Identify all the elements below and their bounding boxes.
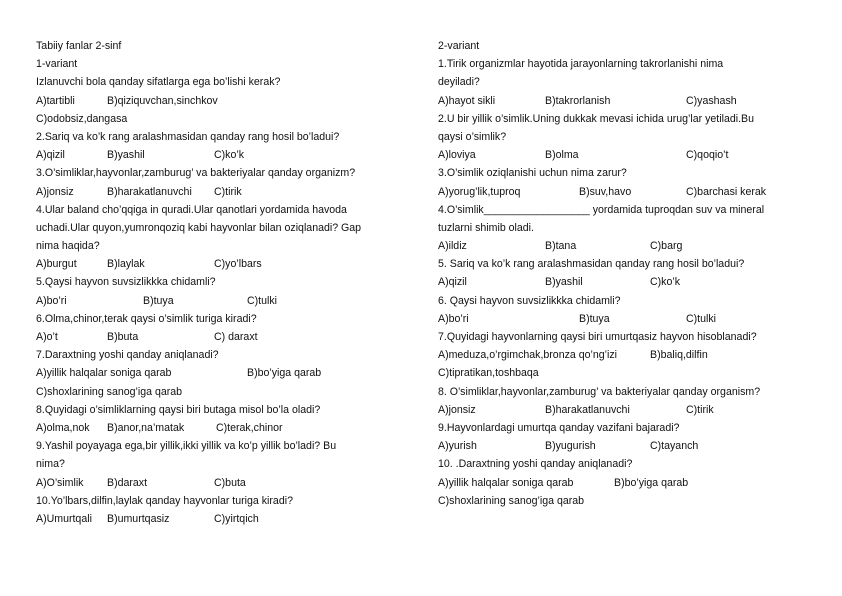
question-line: Izlanuvchi bola qanday sifatlarga ega bo’lishi kerak? xyxy=(36,76,281,89)
answer-option-c: C) daraxt xyxy=(214,331,258,343)
answer-option-a: A)ildiz xyxy=(438,240,467,253)
answer-option-a: A)qizil xyxy=(438,276,467,289)
answer-option-a: A)O’simlik xyxy=(36,476,84,489)
answer-option-c: C)ko’k xyxy=(214,149,245,162)
answer-option-b: B)olma xyxy=(545,149,579,162)
answer-option-a: A)hayot sikli xyxy=(438,94,496,107)
answer-option-c: C)yashash xyxy=(686,94,737,107)
question-line: 8. O’simliklar,hayvonlar,zamburug’ va bakteriyalar qanday organism? xyxy=(438,385,761,398)
answer-option-c: C)tirik xyxy=(686,403,714,416)
question-line: 7.Quyidagi hayvonlarning qaysi biri umurtqasiz hayvon hisoblanadi? xyxy=(438,331,757,343)
answer-option-a: A)yorug’lik,tuproq xyxy=(438,185,521,198)
question-line: tuzlarni shimib oladi. xyxy=(438,221,534,234)
right-question-list xyxy=(438,55,818,510)
question-line: 4.O’simlik__________________ yordamida tuproqdan suv va mineral xyxy=(438,203,765,216)
answer-option-b: B)yugurish xyxy=(545,440,596,453)
answer-options-row xyxy=(438,183,818,201)
answer-option-c: C)yirtqich xyxy=(214,512,259,525)
answer-option-a: A)burgut xyxy=(36,258,77,271)
question-line: 3.O’simliklar,hayvonlar,zamburug’ va bakteriyalar qanday organizm? xyxy=(36,167,356,180)
answer-options-row xyxy=(36,510,416,528)
answer-options-row xyxy=(438,310,818,328)
answer-option-a: A)bo’ri xyxy=(438,312,469,325)
answer-option-c: C)terak,chinor xyxy=(216,421,283,434)
question-line: deyiladi? xyxy=(438,76,480,89)
answer-option-b: B)umurtqasiz xyxy=(107,512,170,525)
question-line: 9.Yashil poyayaga ega,bir yillik,ikki yillik va ko’p yillik bo’ladi? Bu xyxy=(36,440,337,453)
answer-option-a: A)jonsiz xyxy=(438,403,476,416)
question-line: 4.Ular baland cho’qqiga in quradi.Ular qanotlari yordamida havoda xyxy=(36,203,347,216)
answer-options-row xyxy=(438,401,818,419)
answer-option-c: C)barg xyxy=(650,240,683,253)
answer-options-row xyxy=(36,364,416,382)
answer-option-b: B)tana xyxy=(545,240,577,253)
question-line: qaysi o’simlik? xyxy=(438,130,507,143)
question-line: 10. .Daraxtning yoshi qanday aniqlanadi? xyxy=(438,458,633,471)
question-line: 6.Olma,chinor,terak qaysi o’simlik turiga kiradi? xyxy=(36,312,257,325)
answer-option-a: A)loviya xyxy=(438,149,476,162)
answer-option-a: A)tartibli xyxy=(36,94,75,107)
answer-option-c: C)qoqio’t xyxy=(686,149,729,162)
answer-option-a: A)jonsiz xyxy=(36,185,74,198)
question-line: C)odobsiz,dangasa xyxy=(36,112,128,125)
answer-options-row xyxy=(36,474,416,492)
answer-option-b: B)yashil xyxy=(107,149,145,162)
answer-option-c: C)tulki xyxy=(686,312,717,325)
answer-option-b: B)harakatlanuvchi xyxy=(545,403,630,416)
answer-option-c: C)tayanch xyxy=(650,440,699,453)
answer-option-c: C)barchasi kerak xyxy=(686,185,767,198)
answer-option-b: B)anor,na’matak xyxy=(107,421,185,434)
question-line: 5. Sariq va ko’k rang aralashmasidan qanday rang hosil bo’ladui? xyxy=(438,258,745,271)
question-line: 2.Sariq va ko’k rang aralashmasidan qanday rang hosil bo’ladui? xyxy=(36,130,340,143)
answer-option-a: A)o’t xyxy=(36,331,58,343)
answer-option-c: C)buta xyxy=(214,476,246,489)
question-line: 10.Yo’lbars,dilfin,laylak qanday hayvonlar turiga kiradi? xyxy=(36,494,293,507)
question-line: 1.Tirik organizmlar hayotida jarayonlarning takrorlanishi nima xyxy=(438,58,724,71)
answer-option-b: B)tuya xyxy=(579,312,610,325)
answer-option-b: B)yashil xyxy=(545,276,583,289)
answer-option-c: C)ko’k xyxy=(650,276,681,289)
answer-option-b: B)takrorlanish xyxy=(545,94,611,107)
left-question-list xyxy=(36,73,416,528)
question-line: nima haqida? xyxy=(36,240,100,253)
question-line: 6. Qaysi hayvon suvsizlikkka chidamli? xyxy=(438,294,621,307)
answer-options-row xyxy=(36,92,416,110)
right-column xyxy=(438,37,818,510)
question-line: 9.Hayvonlardagi umurtqa qanday vazifani bajaradi? xyxy=(438,421,680,434)
answer-option-c: C)tulki xyxy=(247,294,278,307)
answer-options-row xyxy=(438,437,818,455)
variant-title: 2-variant xyxy=(438,40,480,52)
question-line: 7.Daraxtning yoshi qanday aniqlanadi? xyxy=(36,349,219,362)
answer-option-a: A)bo’ri xyxy=(36,294,67,307)
question-line: nima? xyxy=(36,458,65,471)
answer-option-a: A)Umurtqali xyxy=(36,512,92,525)
answer-option-a: A)yillik halqalar soniga qarab xyxy=(36,367,172,380)
question-line: C)shoxlarining sanog’iga qarab xyxy=(36,385,183,398)
answer-option-c: C)yo’lbars xyxy=(214,258,262,271)
answer-option-b: B)baliq,dilfin xyxy=(650,349,708,362)
answer-options-row xyxy=(36,328,416,346)
answer-option-b: B)qiziquvchan,sinchkov xyxy=(107,94,218,107)
answer-options-row xyxy=(36,255,416,273)
question-line: uchadi.Ular quyon,yumronqoziq kabi hayvonlar bilan oziqlanadi? Gap xyxy=(36,221,362,234)
answer-option-a: A)meduza,o’rgimchak,bronza qo’ng’izi xyxy=(438,349,618,362)
answer-options-row xyxy=(438,237,818,255)
answer-option-b: B)tuya xyxy=(143,294,174,307)
document-header: Tabiiy fanlar 2-sinf xyxy=(36,40,122,52)
answer-options-row xyxy=(438,346,818,364)
variant-title: 1-variant xyxy=(36,58,78,71)
answer-options-row xyxy=(438,273,818,291)
answer-option-b: B)bo’yiga qarab xyxy=(247,367,322,380)
answer-options-row xyxy=(36,183,416,201)
answer-option-b: B)harakatlanuvchi xyxy=(107,185,192,198)
answer-option-b: B)bo’yiga qarab xyxy=(614,476,689,489)
answer-option-b: B)buta xyxy=(107,331,139,343)
answer-option-b: B)suv,havo xyxy=(579,185,632,198)
question-line: 3.O’simlik oziqlanishi uchun nima zarur? xyxy=(438,167,627,180)
question-line: 2.U bir yillik o’simlik.Uning dukkak mevasi ichida urug’lar yetiladi.Bu xyxy=(438,112,754,125)
question-line: C)tipratikan,toshbaqa xyxy=(438,367,539,380)
answer-options-row xyxy=(438,146,818,164)
answer-option-a: A)olma,nok xyxy=(36,421,90,434)
answer-option-b: B)laylak xyxy=(107,258,145,271)
left-column xyxy=(36,37,416,528)
answer-options-row xyxy=(438,474,818,492)
answer-option-b: B)daraxt xyxy=(107,476,148,489)
question-line: 5.Qaysi hayvon suvsizlikkka chidamli? xyxy=(36,276,216,289)
answer-option-a: A)qizil xyxy=(36,149,65,162)
answer-options-row xyxy=(438,92,818,110)
question-line: 8.Quyidagi o’simliklarning qaysi biri butaga misol bo’la oladi? xyxy=(36,403,321,416)
answer-options-row xyxy=(36,419,416,437)
answer-option-a: A)yurish xyxy=(438,440,477,453)
answer-options-row xyxy=(36,146,416,164)
question-line: C)shoxlarining sanog’iga qarab xyxy=(438,494,585,507)
answer-options-row xyxy=(36,292,416,310)
answer-option-a: A)yillik halqalar soniga qarab xyxy=(438,476,574,489)
answer-option-c: C)tirik xyxy=(214,185,242,198)
